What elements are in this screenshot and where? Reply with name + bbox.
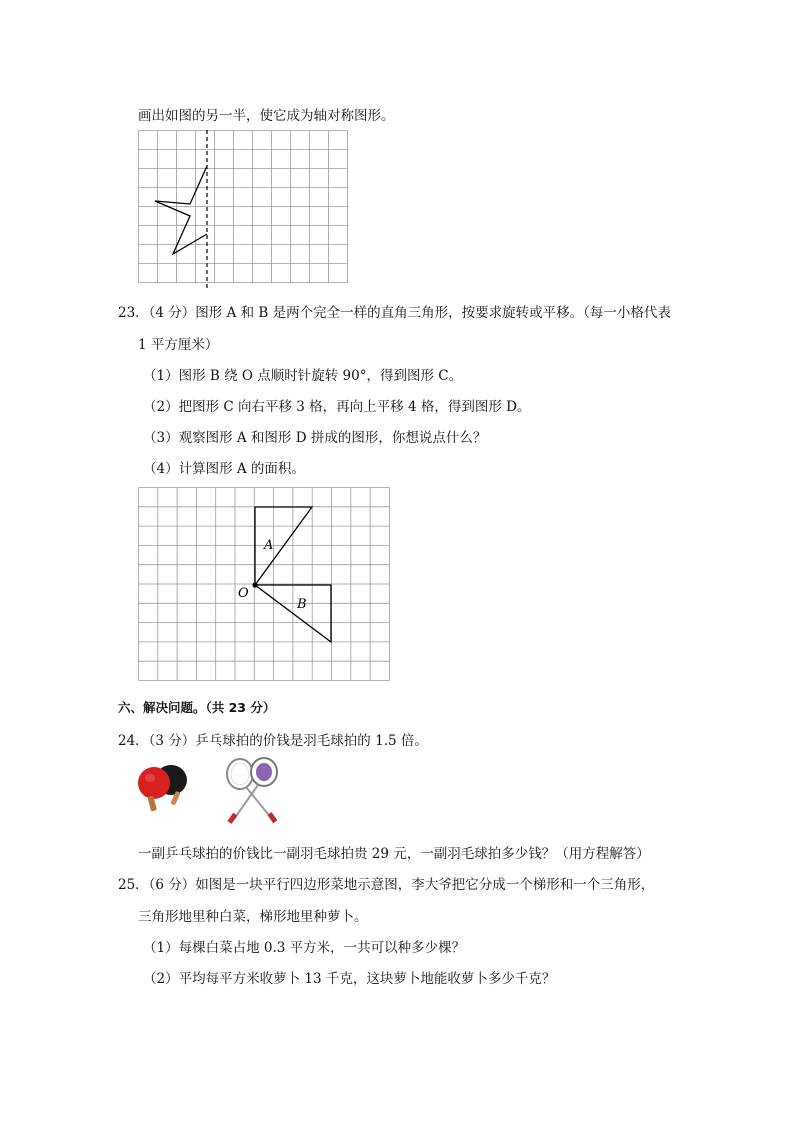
label-o: O (238, 586, 249, 601)
q23-part3: （3）观察图形 A 和图形 D 拼成的图形，你想说点什么？ (143, 430, 487, 446)
q23-header: 23．（4 分）图形 A 和 B 是两个完全一样的直角三角形，按要求旋转或平移。（每一小格代表 (118, 305, 671, 321)
point-o (252, 582, 257, 587)
rotation-grid (138, 487, 392, 686)
q23-header-cont: 1 平方厘米） (138, 337, 219, 353)
badminton-rackets-image (222, 757, 282, 829)
label-a: A (264, 538, 274, 553)
symmetry-grid (138, 130, 348, 296)
label-b: B (297, 597, 307, 612)
half-star-shape (155, 166, 207, 254)
q25-header: 25．（6 分）如图是一块平行四边形菜地示意图，李大爷把它分成一个梯形和一个三角形， (118, 877, 655, 893)
q24-question: 一副乒乓球拍的价钱比一副羽毛球拍贵 29 元，一副羽毛球拍多少钱？（用方程解答） (138, 846, 650, 862)
q24-header: 24．（3 分）乒乓球拍的价钱是羽毛球拍的 1.5 倍。 (118, 733, 428, 749)
ping-pong-paddles-image (136, 763, 192, 817)
section6-title: 六、解决问题。（共 23 分） (118, 700, 276, 715)
q25-header-cont: 三角形地里种白菜，梯形地里种萝卜。 (138, 909, 368, 925)
q23-part4: （4）计算图形 A 的面积。 (143, 461, 305, 477)
q23-part1: （1）图形 B 绕 O 点顺时针旋转 90°，得到图形 C。 (143, 368, 463, 384)
q25-part2: （2）平均每平方米收萝卜 13 千克，这块萝卜地能收萝卜多少千克？ (143, 971, 556, 987)
q25-part1: （1）每棵白菜占地 0.3 平方米，一共可以种多少棵？ (143, 940, 466, 956)
q23-part2: （2）把图形 C 向右平移 3 格，再向上平移 4 格，得到图形 D。 (143, 399, 531, 415)
q22-instruction: 画出如图的另一半，使它成为轴对称图形。 (138, 108, 395, 124)
